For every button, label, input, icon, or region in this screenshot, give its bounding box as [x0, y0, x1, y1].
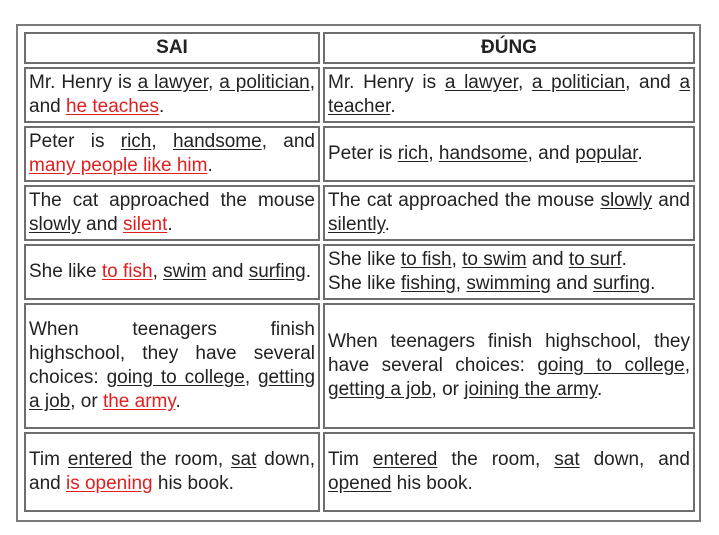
underlined-phrase: rich — [397, 143, 429, 164]
sentence-text: down, and — [29, 449, 315, 494]
right-cell — [323, 303, 695, 429]
wrong-cell — [24, 185, 320, 241]
underlined-phrase: to swim — [462, 249, 527, 270]
header-row — [24, 32, 695, 64]
sentence-text: Mr. Henry is — [29, 72, 138, 93]
sentence-text: down, and — [579, 449, 690, 470]
table-row — [24, 67, 695, 123]
sentence-text: , — [244, 367, 258, 388]
wrong-cell — [24, 432, 320, 512]
sentence-text: , — [428, 143, 439, 164]
underlined-phrase: joining the army — [464, 379, 597, 400]
underlined-phrase: surfing — [248, 261, 306, 282]
underlined-phrase: handsome — [438, 143, 528, 164]
sentence-text: She like — [29, 261, 102, 282]
sentence-text: . — [384, 214, 390, 235]
sentence-text: , — [455, 273, 467, 294]
sentence-text: , and — [261, 131, 315, 152]
sentence-text: . — [650, 273, 656, 294]
sentence-text: , — [208, 72, 220, 93]
wrong-cell — [24, 303, 320, 429]
sentence-text: Mr. Henry is — [328, 72, 445, 93]
sentence-text: Peter is — [29, 131, 121, 152]
sentence-text: and — [550, 273, 594, 294]
underlined-phrase: handsome — [172, 131, 262, 152]
table-row — [24, 432, 695, 512]
underlined-phrase: going to college — [537, 355, 685, 376]
sentence-text: . — [158, 96, 165, 117]
right-cell — [323, 432, 695, 512]
wrong-cell — [24, 126, 320, 182]
comparison-table-frame — [16, 24, 701, 522]
sentence-text: the room, — [132, 449, 232, 470]
sentence-text: . — [637, 143, 643, 164]
header-wrong: SAI — [24, 32, 320, 64]
right-cell — [323, 67, 695, 123]
underlined-phrase: surfing — [593, 273, 651, 294]
underlined-phrase: to fish — [400, 249, 452, 270]
sentence-text: , and — [29, 72, 316, 117]
error-phrase: to fish — [101, 261, 153, 282]
sentence-text: When teenagers finish highschool, they have several choices: — [29, 319, 315, 388]
underlined-phrase: popular — [575, 143, 638, 164]
sentence-text: his book. — [152, 473, 234, 494]
sentence-text: , — [151, 131, 173, 152]
sentence-text: . — [207, 155, 213, 176]
underlined-phrase: sat — [231, 449, 257, 470]
sentence-text: , — [517, 72, 532, 93]
underlined-phrase: slowly — [29, 214, 81, 235]
sentence-text: , — [684, 355, 690, 376]
right-cell — [323, 126, 695, 182]
right-cell — [323, 185, 695, 241]
sentence-text: Tim — [29, 449, 68, 470]
sentence-text: . — [596, 379, 603, 400]
underlined-phrase: opened — [328, 473, 392, 494]
sentence-text: , and — [625, 72, 680, 93]
underlined-phrase: slowly — [600, 190, 653, 211]
underlined-phrase: rich — [120, 131, 152, 152]
underlined-phrase: a politician — [531, 72, 626, 93]
sentence-text: , — [152, 261, 164, 282]
sentence-text: . — [621, 249, 627, 270]
underlined-phrase: a lawyer — [137, 72, 209, 93]
underlined-phrase: to surf — [568, 249, 622, 270]
sentence-text: the room, — [437, 449, 555, 470]
header-right: ĐÚNG — [323, 32, 695, 64]
underlined-phrase: getting a job — [29, 367, 316, 412]
underlined-phrase: going to college — [106, 367, 245, 388]
underlined-phrase: a lawyer — [444, 72, 518, 93]
sentence-text: Peter is — [328, 143, 398, 164]
underlined-phrase: a politician — [219, 72, 310, 93]
sentence-text: and — [526, 249, 569, 270]
underlined-phrase: silently — [328, 214, 385, 235]
error-phrase: is opening — [65, 473, 153, 494]
underlined-phrase: sat — [554, 449, 580, 470]
sentence-text: , or — [70, 391, 103, 412]
sentence-text: his book. — [391, 473, 473, 494]
sentence-text: . — [167, 214, 173, 235]
sentence-text: Tim — [328, 449, 373, 470]
sentence-text: She like — [328, 249, 401, 270]
table-row — [24, 244, 695, 300]
sentence-text: . — [305, 261, 311, 282]
sentence-text: The cat approached the mouse — [328, 190, 601, 211]
underlined-phrase: fishing — [400, 273, 456, 294]
sentence-text: and — [80, 214, 123, 235]
error-phrase: silent — [123, 214, 168, 235]
underlined-phrase: entered — [372, 449, 438, 470]
table-row — [24, 126, 695, 182]
sentence-text: , or — [431, 379, 465, 400]
sentence-text: . — [390, 96, 396, 117]
underlined-phrase: entered — [67, 449, 133, 470]
underlined-phrase: getting a job — [328, 379, 432, 400]
wrong-cell — [24, 67, 320, 123]
sentence-text: , and — [527, 143, 576, 164]
comparison-table — [21, 29, 698, 515]
sentence-text: , — [451, 249, 463, 270]
error-phrase: he teaches — [65, 96, 159, 117]
table-row — [24, 185, 695, 241]
error-phrase: many people like him — [29, 155, 208, 176]
sentence-text: and — [206, 261, 249, 282]
wrong-cell — [24, 244, 320, 300]
sentence-text: She like — [328, 273, 401, 294]
table-row — [24, 303, 695, 429]
sentence-text: The cat approached the mouse — [29, 190, 315, 211]
sentence-text: . — [175, 391, 181, 412]
right-cell — [323, 244, 695, 300]
sentence-text: When teenagers finish highschool, they have several choices: — [328, 331, 690, 376]
underlined-phrase: a teacher — [328, 72, 691, 117]
sentence-text: and — [652, 190, 690, 211]
underlined-phrase: swimming — [466, 273, 551, 294]
underlined-phrase: swim — [163, 261, 207, 282]
error-phrase: the army — [102, 391, 176, 412]
